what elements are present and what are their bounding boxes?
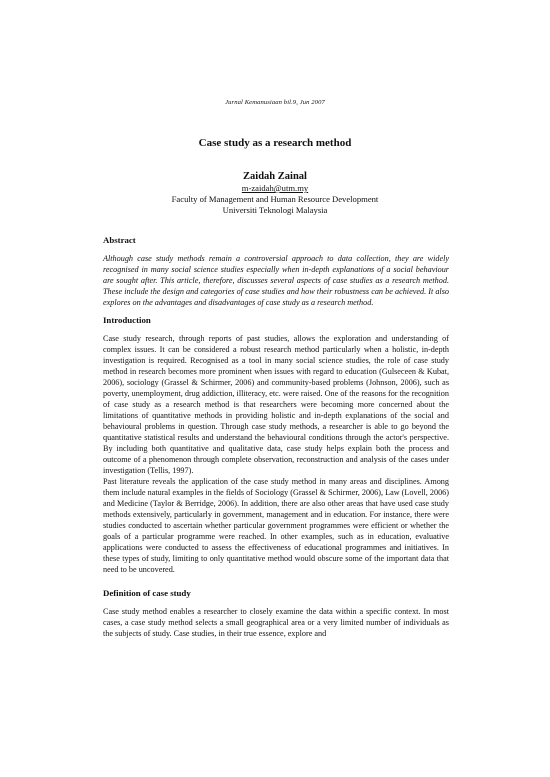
- introduction-paragraph-2: Past literature reveals the application of the case study method in many areas and disciplines. Among them include natural examples in the fields of Sociology (Grassel & Schirmer, 2006), Law (Lovell, 2006) and Medicine (Taylor & Berridge, 2006). In addition, there are also other areas that have used case study methods extensively, particularly in government, management and in education. For instance, there were studies conducted to ascertain whether particular government programmes were efficient or whether the goals of a particular programme were reached. In other examples, such as in education, evaluative applications were conducted to assess the effectiveness of educational programmes and initiatives. In these types of study, limiting to only quantitative method would obscure some of the important data that need to be uncovered.: [103, 477, 449, 574]
- author-email-link[interactable]: m-zaidah@utm.my: [241, 183, 309, 193]
- abstract-text: Although case study methods remain a controversial approach to data collection, they are widely recognised in many social science studies especially when in-depth explanations of a social behaviour are sought after. This article, therefore, discusses several aspects of case studies as a research method. These include the design and categories of case studies and how their robustness can be achieved. It also explores on the advantages and disadvantages of case study as a research method.: [103, 254, 449, 307]
- author-name: Zaidah Zainal: [243, 171, 307, 182]
- paper-title: Case study as a research method: [198, 137, 352, 149]
- author-university: Universiti Teknologi Malaysia: [222, 205, 328, 215]
- running-head: Jurnal Kemanusiaan bil.9, Jun 2007: [225, 99, 325, 106]
- author-block: [0, 170, 550, 216]
- introduction-paragraph-1: Case study research, through reports of past studies, allows the exploration and understanding of complex issues. It can be considered a robust research method particularly when a holistic, in-depth investigation is required. Recognised as a tool in many social science studies, the role of case study method in research becomes more prominent when issues with regard to education (Gulseceen & Kubat, 2006), sociology (Grassel & Schirmer, 2006) and community-based problems (Johnson, 2006), such as poverty, unemployment, drug addiction, illiteracy, etc. were raised. One of the reasons for the recognition of case study as a research method is that researchers were becoming more concerned about the limitations of quantitative methods in providing holistic and in-depth explanations of the social and behavioural problems in question. Through case study methods, a researcher is able to go beyond the quantitative statistical results and understand the behavioural conditions through the actor's perspective. By including both quantitative and qualitative data, case study helps explain both the process and outcome of a phenomenon through complete observation, reconstruction and analysis of the cases under investigation (Tellis, 1997).: [103, 334, 449, 475]
- abstract-heading: Abstract: [103, 235, 136, 245]
- definition-text: Case study method enables a researcher to closely examine the data within a specific context. In most cases, a case study method selects a small geographical area or a very limited number of individuals as the subjects of study. Case studies, in their true essence, explore and: [103, 607, 449, 638]
- introduction-heading: Introduction: [103, 315, 151, 325]
- author-faculty: Faculty of Management and Human Resource Development: [171, 194, 379, 204]
- definition-heading: Definition of case study: [103, 588, 191, 598]
